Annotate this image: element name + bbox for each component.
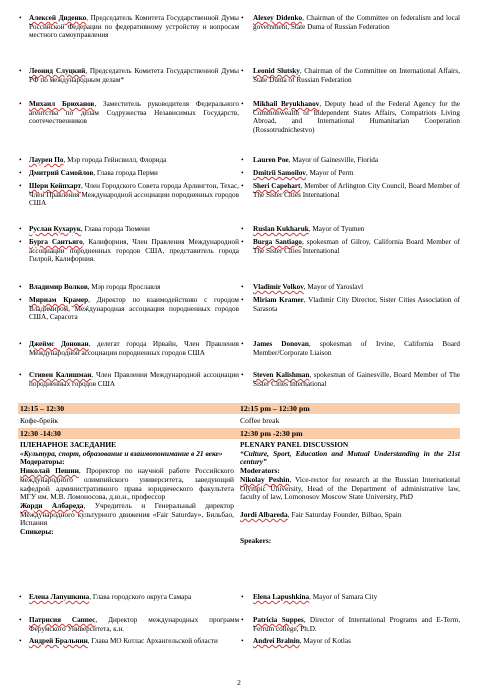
plenary-title-ru: «Культура, спорт, образование и взаимопонимание в 21 веке»: [20, 448, 223, 458]
bullet: •: [19, 99, 22, 108]
bullet: •: [19, 295, 22, 304]
bullet: •: [19, 66, 22, 75]
bullet: •: [241, 339, 244, 348]
speakers-label-en: Speakers:: [240, 535, 272, 545]
bullet: •: [19, 370, 22, 379]
plenary-heading-ru: ПЛЕНАРНОЕ ЗАСЕДАНИЕ: [20, 440, 117, 449]
bullet: •: [241, 282, 244, 291]
break-time-en: 12:15 pm – 12:30 pm: [240, 404, 310, 413]
moderator-en: Jordi Albareda, Fair Saturday Founder, Bilbao, Spain: [240, 509, 402, 519]
moderator-ru: Жорди Албареда, Учредитель и Генеральный директор Международного культурного движения «Fair Saturday», Бильбао, Испания: [20, 500, 234, 528]
bullet: •: [241, 168, 244, 177]
plenary-title-en: “Culture, Sport, Education and Mutual Understanding in the 21st century”: [240, 448, 460, 467]
bullet: •: [19, 339, 22, 348]
plenary-ru: [20, 441, 234, 537]
bullet: •: [241, 295, 244, 304]
moderator-ru: Николай Пешин, Проректор по научной работе Российского международного олимпийского университета, заведующий кафедрой административного права юридического факультета МГУ им. М.В. Ломоносова, д.ю.н., профессор: [20, 466, 235, 502]
moderator-en: Nikolay Peshin, Vice-rector for research at the Russian International Olympic University, Head of the Department of administrative law, faculty of law, Lomonosov Moscow State University, PhD: [240, 474, 461, 502]
bullet: •: [19, 237, 22, 246]
bullet: •: [241, 615, 244, 624]
coffee-break-en: Coffee break: [240, 416, 280, 425]
speakers-label-ru: Спикеры:: [20, 527, 54, 537]
bullet: •: [241, 99, 244, 108]
plenary-time-ru: 12:30 -14:30: [20, 429, 61, 438]
bullet: •: [19, 155, 22, 164]
bullet: •: [19, 636, 22, 645]
bullet: •: [19, 615, 22, 624]
bullet: •: [19, 181, 22, 190]
moderators-label-ru: Модераторы:: [20, 457, 65, 467]
plenary-time-en: 12:30 pm -2:30 pm: [240, 429, 303, 438]
bullet: •: [241, 155, 244, 164]
bullet: •: [19, 224, 22, 233]
bullet: •: [241, 592, 244, 601]
bullet: •: [19, 13, 22, 22]
time-band-plenary: [18, 428, 460, 439]
break-time-ru: 12:15 – 12:30: [20, 404, 65, 413]
coffee-break-row: [18, 415, 460, 425]
coffee-break-ru: Кофе-брейк: [20, 416, 59, 425]
bullet: •: [241, 237, 244, 246]
bullet: •: [19, 282, 22, 291]
plenary-en: [240, 441, 460, 545]
moderators-label-en: Moderators:: [240, 466, 280, 476]
bullet: •: [241, 181, 244, 190]
bullet: •: [241, 370, 244, 379]
plenary-heading-en: PLENARY PANEL DISCUSSION: [240, 440, 349, 449]
bullet: •: [19, 592, 22, 601]
bullet: •: [241, 636, 244, 645]
page-number: 2: [237, 678, 241, 687]
bullet: •: [19, 168, 22, 177]
bullet: •: [241, 66, 244, 75]
time-band-break: [18, 403, 460, 414]
bullet: •: [241, 13, 244, 22]
bullet: •: [241, 224, 244, 233]
